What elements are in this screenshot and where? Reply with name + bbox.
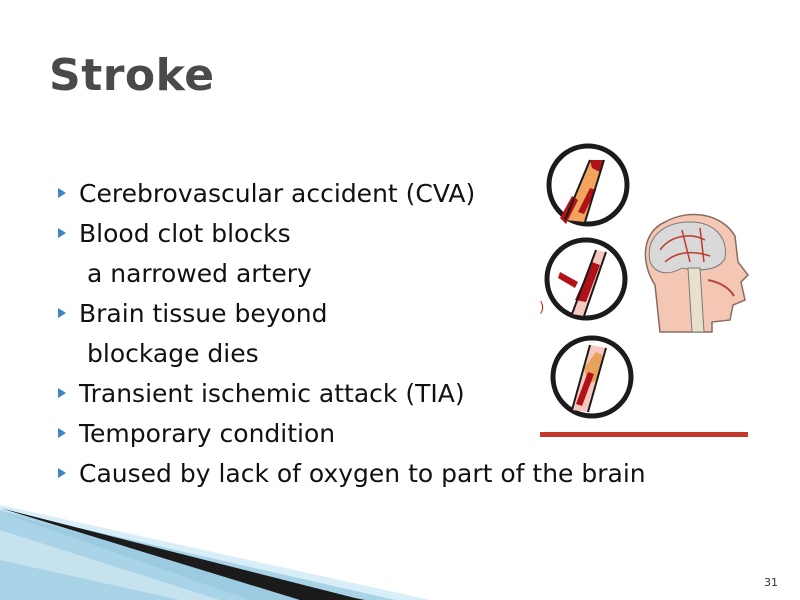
- artery-blockage-illustration: [553, 338, 631, 416]
- bullet-text: Transient ischemic attack (TIA): [79, 379, 465, 408]
- bullet-text: blockage dies: [87, 339, 259, 368]
- bullet-text: a narrowed artery: [87, 259, 312, 288]
- bullet-text: Caused by lack of oxygen to part of the brain: [79, 459, 646, 488]
- bullet-text: Blood clot blocks: [79, 219, 291, 248]
- artery-narrowed-illustration: [549, 146, 627, 224]
- slide-title: Stroke: [49, 50, 215, 101]
- red-divider: [540, 432, 748, 437]
- blood-clot-illustration: [547, 240, 625, 318]
- bullet-text: Temporary condition: [79, 419, 336, 448]
- head-brain-illustration: [645, 214, 748, 332]
- bullet-text: Cerebrovascular accident (CVA): [79, 179, 476, 208]
- svg-text:): ): [539, 300, 545, 316]
- page-number: 31: [764, 576, 778, 589]
- bullet-text: Brain tissue beyond: [79, 299, 328, 328]
